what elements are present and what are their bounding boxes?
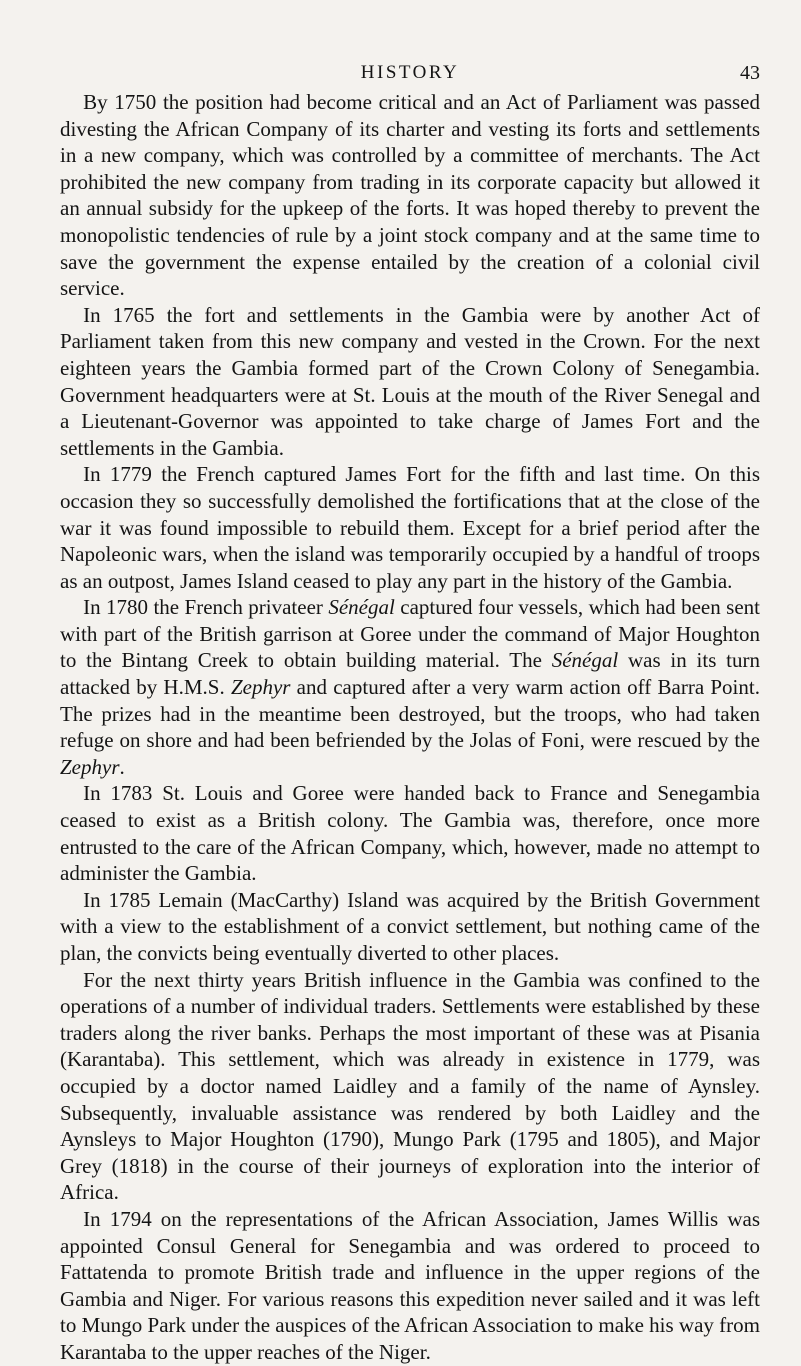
paragraph-1785-lemain-island: In 1785 Lemain (MacCarthy) Island was acquired by the British Government with a view to the establishment of a convict settlement, but nothing came of the plan, the convicts being eventually diverted to other places. — [60, 887, 760, 965]
paragraph-text: In 1780 the French privateer — [83, 595, 329, 620]
ship-name: Zephyr — [230, 675, 291, 700]
paragraph-text: and captured after a very warm action off Barra Point. The prizes had in the meantime been destroyed, but the troops, who had taken refuge on shore and had been befriended by the Jolas of Foni, were rescued by the — [60, 675, 760, 753]
paragraph-individual-traders: For the next thirty years British influence in the Gambia was confined to the operations of a number of individual traders. Settlements were established by these traders along the river banks. Perhaps the most important of these was at Pisania (Karantaba). This settlement, which was already in existence in 1779, was occupied by a doctor named Laidley and a family of the name of Aynsley. Subsequently, invaluable assistance was rendered by both Laidley and the Aynsleys to Major Houghton (1790), Mungo Park (1795 and 1805), and Major Grey (1818) in the course of their journeys of exploration into the interior of Africa. — [60, 967, 760, 1205]
paragraph-1783-handover: In 1783 St. Louis and Goree were handed back to France and Senegambia ceased to exist as a British colony. The Gambia was, therefore, once more entrusted to the care of the African Company, which, however, made no attempt to administer the Gambia. — [60, 781, 760, 886]
ship-name: Sénégal — [551, 648, 619, 673]
paragraph-1794-consul-general: In 1794 on the representations of the African Association, James Willis was appointed Consul General for Senegambia and was ordered to proceed to Fattatenda to promote British trade and influence in the upper regions of the Gambia and Niger. For various reasons this expedition never sailed and it was left to Mungo Park under the auspices of the African Association to make his way from Karantaba to the upper reaches of the Niger. — [60, 1206, 760, 1364]
paragraph-text: . — [119, 754, 125, 779]
running-title: HISTORY — [360, 62, 460, 83]
paragraph-1765-crown-colony: In 1765 the fort and settlements in the Gambia were by another Act of Parliament taken from this new company and vested in the Crown. For the next eighteen years the Gambia formed part of the Crown Colony of Senegambia. Government headquarters were at St. Louis at the mouth of the River Senegal and a Lieutenant-Governor was appointed to take charge of James Fort and the settlements in the Gambia. — [60, 302, 760, 460]
paragraph-1779-james-fort: In 1779 the French captured James Fort for the fifth and last time. On this occasion they so successfully demolished the fortifications that at the close of the war it was found impossible to rebuild them. Except for a brief period after the Napoleonic wars, when the island was temporarily occupied by a handful of troops as an outpost, James Island ceased to play any part in the history of the Gambia. — [60, 462, 760, 593]
paragraph-1750-act: By 1750 the position had become critical and an Act of Parliament was passed divesting the African Company of its charter and vesting its forts and settlements in a new company, which was controlled by a committee of merchants. The Act prohibited the new company from trading in its corporate capacity but allowed it an annual subsidy for the upkeep of the forts. It was hoped thereby to prevent the monopolistic tendencies of rule by a joint stock company and at the same time to save the government the expense entailed by the creation of a colonial civil service. — [60, 90, 760, 301]
paragraph-text: captured four vessels, which had been sent with part of the British garrison at Goree under the command of Major Houghton to the Bintang Creek to obtain building material. The — [60, 595, 760, 673]
paragraph-1780-privateer — [60, 594, 760, 780]
page-number: 43 — [740, 62, 760, 84]
ship-name: Zephyr — [60, 754, 120, 779]
paragraph-text: was in its turn attacked by H.M.S. — [60, 648, 760, 700]
ship-name: Sénégal — [328, 595, 395, 620]
body-text — [60, 89, 760, 1366]
running-head — [60, 62, 760, 88]
